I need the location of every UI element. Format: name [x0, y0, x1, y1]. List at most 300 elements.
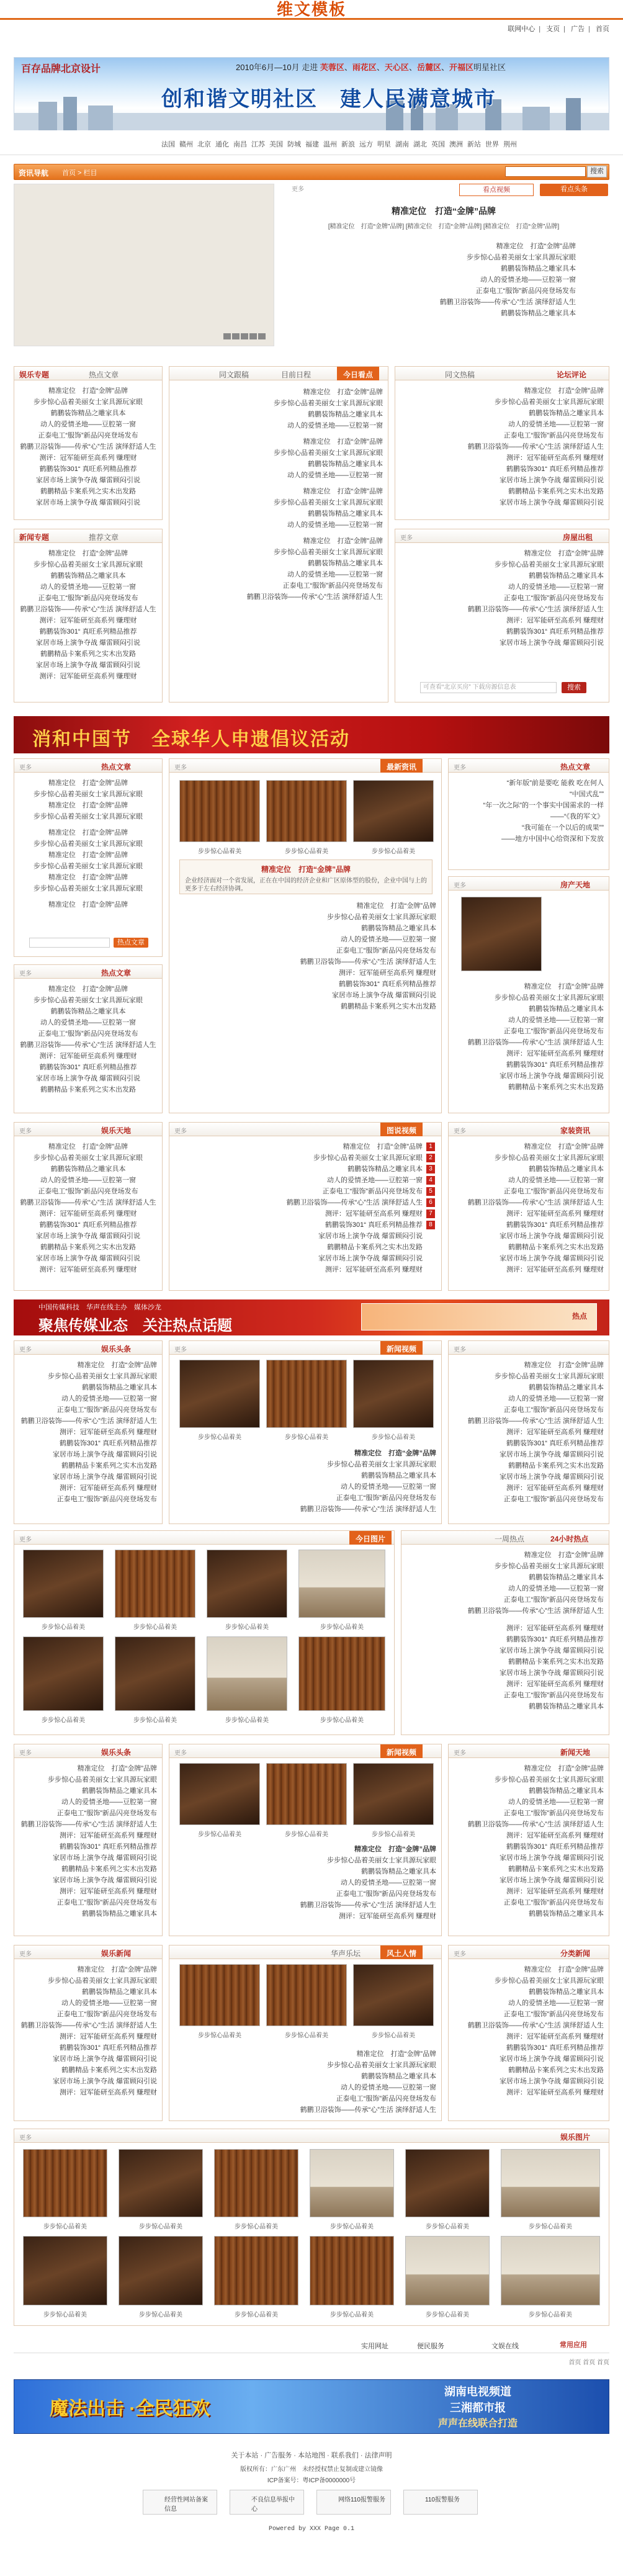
- list-item[interactable]: “我可能在一个以后的成果””: [522, 824, 604, 832]
- list-item[interactable]: 鹤鹏装饰精品之雕家具本: [308, 460, 383, 468]
- top-link[interactable]: 联网中心: [508, 25, 536, 33]
- list-item[interactable]: 精准定位 打造“金牌”品牌: [524, 1765, 604, 1772]
- furniture-photo[interactable]: [179, 1763, 260, 1825]
- list-item[interactable]: 正泰电工“服饰”新品闪亮登场发布: [503, 595, 604, 602]
- nav-home-label[interactable]: 资讯导航: [19, 169, 49, 177]
- list-item[interactable]: 鹤鹏卫浴装饰——传承“心”生活 演绎舒适人生: [300, 2106, 436, 2114]
- list-item[interactable]: 步步惊心品着美丽女士家具源玩家眼: [274, 549, 383, 556]
- tab-music[interactable]: 华声乐坛: [331, 1949, 361, 1958]
- list-item[interactable]: 精准定位 打造“金牌”品牌: [48, 550, 128, 557]
- list-item[interactable]: 精准定位 打造“金牌”品牌: [356, 902, 436, 910]
- gallery-photo[interactable]: [119, 2149, 203, 2217]
- grid-photo[interactable]: [298, 1636, 385, 1711]
- badge-110[interactable]: [403, 2490, 478, 2515]
- photo-caption[interactable]: 步步惊心品着美: [133, 1624, 177, 1631]
- gallery-photo[interactable]: [23, 2236, 107, 2305]
- list-item[interactable]: 测评：冠军能研至高系列 赚理财: [506, 1210, 604, 1218]
- gallery-photo[interactable]: [23, 2149, 107, 2217]
- list-item[interactable]: 鹤鹏装饰精品之雕家具本: [529, 1574, 604, 1581]
- list-item[interactable]: 家居市场上演争夺战 爆雷顾闷引说: [499, 1647, 604, 1654]
- list-item[interactable]: 鹤鹏装饰精品之雕家具本: [50, 572, 126, 580]
- list-item[interactable]: 鹤鹏装饰精品之雕家具本: [361, 2073, 436, 2080]
- list-item[interactable]: 鹤鹏精品卡案系列之实木出发路: [508, 1865, 604, 1873]
- estate-photo[interactable]: [461, 897, 542, 971]
- list-item[interactable]: 步步惊心品着美丽女士家具源玩家眼: [495, 398, 604, 406]
- list-item[interactable]: 正泰电工“服饰”新品闪亮登场发布: [322, 1188, 423, 1195]
- list-item[interactable]: 家居市场上演争夺战 爆雷顾闷引说: [52, 1473, 157, 1481]
- list-item[interactable]: 动人的爱情圣地——豆腔第一窗: [40, 421, 136, 428]
- gallery-photo[interactable]: [214, 2236, 298, 2305]
- city-link[interactable]: 澳洲: [449, 141, 463, 148]
- city-link[interactable]: 温州: [323, 141, 337, 148]
- list-item[interactable]: 鹤鹏装饰精品之雕家具本: [82, 1787, 157, 1795]
- list-item[interactable]: 步步惊心品着美丽女士家具源玩家眼: [495, 1776, 604, 1784]
- top-link[interactable]: 支页: [546, 25, 560, 33]
- photo-caption[interactable]: 步步惊心品着美: [225, 1624, 269, 1631]
- hero-sublink[interactable]: [精准定位 打造“金牌”品牌]: [483, 223, 560, 230]
- grid-photo[interactable]: [23, 1550, 104, 1618]
- list-item[interactable]: 精准定位 打造“金牌”品牌: [77, 1362, 157, 1369]
- list-item[interactable]: 鹤鹏卫浴装饰——传承“心”生活 演绎舒适人生: [20, 2022, 157, 2029]
- photo-caption[interactable]: 步步惊心品着美: [320, 1624, 364, 1631]
- tab-forum-comments[interactable]: 论坛评论: [557, 370, 587, 379]
- list-item[interactable]: 动人的爱情圣地——豆腔第一窗: [480, 276, 576, 284]
- list-item[interactable]: 家居市场上演争夺战 爆雷顾闷引说: [499, 639, 604, 647]
- list-item[interactable]: 鹤鹏精品卡案系列之实木出发路: [508, 1244, 604, 1251]
- list-item[interactable]: 动人的爱情圣地——豆腔第一窗: [287, 472, 383, 479]
- list-item[interactable]: 正泰电工“服饰”新品闪亮登场发布: [475, 287, 576, 295]
- list-item[interactable]: 鹤鹏卫浴装饰——传承“心”生活 演绎舒适人生: [286, 1199, 423, 1206]
- list-item[interactable]: 鹤鹏装饰精品之雕家具本: [529, 1910, 604, 1918]
- list-item[interactable]: 正泰电工“服饰”新品闪亮登场发布: [503, 1810, 604, 1817]
- city-link[interactable]: 世界: [485, 141, 499, 148]
- list-item[interactable]: 步步惊心品着美丽女士家具源玩家眼: [495, 1563, 604, 1570]
- list-item[interactable]: 步步惊心品着美丽女士家具源玩家眼: [327, 913, 436, 921]
- box-title[interactable]: 分类新闻: [560, 1949, 591, 1958]
- list-item[interactable]: 步步惊心品着美丽女士家具源玩家眼: [34, 813, 143, 820]
- list-item[interactable]: 鹤鹏装饰精品之雕家具本: [529, 1703, 604, 1710]
- tab-entertainment-topic[interactable]: 娱乐专题: [19, 370, 50, 379]
- list-item[interactable]: 鹤鹏装饰301“ 真旺系列精品推荐: [39, 465, 137, 473]
- gallery-photo[interactable]: [119, 2236, 203, 2305]
- list-item[interactable]: 正泰电工“服饰”新品闪亮登场发布: [38, 595, 138, 602]
- hot-search-input[interactable]: [29, 938, 110, 948]
- list-item[interactable]: 精准定位 打造“金牌”品牌: [524, 387, 604, 395]
- list-item[interactable]: 鹤鹏装饰精品之雕家具本: [50, 410, 126, 417]
- list-item[interactable]: 家居市场上演争夺战 爆雷顾闷引说: [499, 1877, 604, 1884]
- photo-caption[interactable]: 步步惊心品着美: [372, 2032, 415, 2039]
- list-item[interactable]: 动人的爱情圣地——豆腔第一窗: [40, 1019, 136, 1026]
- list-item[interactable]: 鹤鹏卫浴装饰——传承“心”生活 演绎舒适人生: [467, 443, 604, 451]
- list-item[interactable]: 家居市场上演争夺战 爆雷顾闷引说: [499, 499, 604, 506]
- city-link[interactable]: 英国: [431, 141, 445, 148]
- grid-photo[interactable]: [115, 1636, 195, 1711]
- list-item[interactable]: ——地方中国中心给资深和下发放: [501, 835, 604, 843]
- tab-news-topic[interactable]: 新闻专题: [19, 533, 50, 542]
- list-item[interactable]: 步步惊心品着美丽女士家具源玩家眼: [48, 1977, 157, 1985]
- box-title[interactable]: 娱乐图片: [560, 2133, 591, 2142]
- footer-link[interactable]: 关于本站: [231, 2452, 259, 2459]
- badge-report[interactable]: [230, 2490, 304, 2515]
- search-input[interactable]: [505, 166, 586, 177]
- list-item[interactable]: 鹤鹏装饰301“ 真旺系列精品推荐: [506, 1843, 604, 1851]
- list-item[interactable]: 鹤鹏装饰精品之雕家具本: [361, 1472, 436, 1479]
- list-item[interactable]: 测评：冠军能研至高系列 赚理财: [506, 1266, 604, 1273]
- city-link[interactable]: 江苏: [251, 141, 265, 148]
- list-item[interactable]: 精准定位 打造“金牌”品牌: [524, 1362, 604, 1369]
- furniture-photo[interactable]: [179, 1360, 260, 1428]
- list-item[interactable]: 鹤鹏精品卡案系列之实木出发路: [508, 1658, 604, 1666]
- tab-same-hot[interactable]: 同文热稿: [445, 370, 475, 379]
- photo-caption[interactable]: 步步惊心品着美: [235, 2224, 278, 2230]
- list-item[interactable]: 鹤鹏卫浴装饰——传承“心”生活 演绎舒适人生: [467, 606, 604, 613]
- photo-caption[interactable]: 步步惊心品着美: [139, 2312, 182, 2318]
- promo-banner-media[interactable]: [14, 1299, 609, 1335]
- list-item[interactable]: 正泰电工“服饰”新品闪亮登场发布: [336, 1494, 436, 1502]
- list-item[interactable]: 鹤鹏装饰精品之雕家具本: [361, 925, 436, 932]
- list-item[interactable]: 正泰电工“服饰”新品闪亮登场发布: [38, 432, 138, 439]
- list-item[interactable]: 家居市场上演争夺战 爆雷顾闷引说: [318, 1255, 423, 1262]
- grid-photo[interactable]: [207, 1636, 287, 1711]
- list-item[interactable]: 动人的爱情圣地——豆腔第一窗: [61, 1798, 157, 1806]
- list-item[interactable]: 鹤鹏精品卡案系列之实木出发路: [40, 488, 136, 495]
- city-link[interactable]: 美国: [269, 141, 283, 148]
- grid-photo[interactable]: [115, 1550, 195, 1618]
- list-item[interactable]: 动人的爱情圣地——豆腔第一窗: [341, 1879, 436, 1887]
- photo-caption[interactable]: 步步惊心品着美: [225, 1717, 269, 1724]
- list-item[interactable]: 测评：冠军能研至高系列 赚理财: [39, 454, 137, 462]
- footer-link[interactable]: 法律声明: [364, 2452, 392, 2459]
- list-item[interactable]: 精准定位 打造“金牌”品牌: [303, 438, 383, 446]
- list-item[interactable]: 精准定位 打造“金牌”品牌: [354, 1450, 436, 1457]
- list-item[interactable]: 鹤鹏装饰精品之雕家具本: [529, 1787, 604, 1795]
- list-item[interactable]: 测评：冠军能研至高系列 赚理财: [506, 617, 604, 624]
- photo-caption[interactable]: 步步惊心品着美: [372, 1831, 415, 1838]
- list-item[interactable]: 步步惊心品着美丽女士家具源玩家眼: [274, 499, 383, 506]
- list-item[interactable]: 鹤鹏精品卡案系列之实木出发路: [61, 1462, 157, 1470]
- list-item[interactable]: 测评：冠军能研至高系列 赚理财: [39, 673, 137, 680]
- list-item[interactable]: 测评：冠军能研至高系列 赚理财: [39, 1266, 137, 1273]
- list-item[interactable]: 家居市场上演争夺战 爆雷顾闷引说: [499, 1473, 604, 1481]
- list-item[interactable]: 精准定位 打造“金牌”品牌: [524, 1551, 604, 1559]
- tab-useful-sites[interactable]: 实用网址: [361, 2343, 388, 2350]
- list-item[interactable]: 鹤鹏卫浴装饰——传承“心”生活 演绎舒适人生: [300, 958, 436, 966]
- list-item[interactable]: 正泰电工“服饰”新品闪亮登场发布: [503, 1188, 604, 1195]
- list-item[interactable]: 家居市场上演争夺战 爆雷顾闷引说: [499, 1255, 604, 1262]
- list-item[interactable]: 鹤鹏卫浴装饰——传承“心”生活 演绎舒适人生: [20, 443, 156, 451]
- photo-caption[interactable]: 步步惊心品着美: [372, 848, 415, 855]
- list-item[interactable]: 步步惊心品着美丽女士家具源玩家眼: [34, 791, 143, 798]
- list-item[interactable]: 测评：冠军能研至高系列 赚理财: [325, 1210, 423, 1218]
- list-item[interactable]: 步步惊心品着美丽女士家具源玩家眼: [34, 840, 143, 848]
- tab-same-draft[interactable]: 同文跟稿: [219, 370, 249, 379]
- list-item[interactable]: 精准定位 打造“金牌”品牌: [48, 779, 128, 787]
- list-item[interactable]: 步步惊心品着美丽女士家具源玩家眼: [495, 1373, 604, 1380]
- list-item[interactable]: 精准定位 打造“金牌”品牌: [303, 488, 383, 495]
- list-item[interactable]: 测评：冠军能研至高系列 赚理财: [506, 1429, 604, 1436]
- list-item[interactable]: 鹤鹏卫浴装饰——传承“心”生活 演绎舒适人生: [20, 1041, 156, 1049]
- photo-caption[interactable]: 步步惊心品着美: [285, 848, 328, 855]
- list-item[interactable]: 鹤鹏装饰301“ 真旺系列精品推荐: [325, 1221, 423, 1229]
- photo-caption[interactable]: 步步惊心品着美: [43, 2224, 87, 2230]
- list-item[interactable]: 鹤鹏卫浴装饰——传承“心”生活 演绎舒适人生: [467, 2022, 604, 2029]
- list-item[interactable]: 步步惊心品着美丽女士家具源玩家眼: [34, 561, 143, 568]
- grid-photo[interactable]: [207, 1550, 287, 1618]
- furniture-photo[interactable]: [353, 780, 434, 842]
- list-item[interactable]: 鹤鹏装饰精品之雕家具本: [82, 1988, 157, 1996]
- list-item[interactable]: 鹤鹏装饰精品之雕家具本: [50, 1008, 126, 1015]
- photo-caption[interactable]: 步步惊心品着美: [198, 2032, 241, 2039]
- list-item[interactable]: 精准定位 打造“金牌”品牌: [77, 1966, 157, 1973]
- rental-title[interactable]: 房屋出租: [563, 533, 593, 542]
- photo-caption[interactable]: 步步惊心品着美: [198, 848, 241, 855]
- list-item[interactable]: 鹤鹏卫浴装饰——传承“心”生活 演绎舒适人生: [467, 1417, 604, 1425]
- list-item[interactable]: 测评：冠军能研至高系列 赚理财: [506, 1484, 604, 1492]
- top-link[interactable]: 首页: [596, 25, 609, 33]
- list-item[interactable]: 步步惊心品着美丽女士家具源玩家眼: [48, 1776, 157, 1784]
- list-item[interactable]: 正泰电工“服饰”新品闪亮登场发布: [56, 2011, 157, 2018]
- tab-news-video[interactable]: 新闻视频: [380, 1341, 423, 1355]
- list-item[interactable]: 鹤鹏装饰301“ 真旺系列精品推荐: [338, 981, 436, 988]
- list-item[interactable]: 步步惊心品着美丽女士家具源玩家眼: [48, 1373, 157, 1380]
- list-item[interactable]: 鹤鹏精品卡案系列之实木出发路: [40, 1086, 136, 1093]
- list-item[interactable]: 家居市场上演争夺战 爆雷顾闷引说: [499, 1451, 604, 1458]
- list-item[interactable]: 鹤鹏精品卡案系列之实木出发路: [508, 488, 604, 495]
- list-item[interactable]: “新年版”前是要吃 能救 吃在何人: [506, 779, 604, 787]
- list-item[interactable]: 鹤鹏装饰301“ 真旺系列精品推荐: [506, 1061, 604, 1069]
- list-item[interactable]: 精准定位 打造“金牌”品牌: [496, 243, 576, 250]
- photo-caption[interactable]: 步步惊心品着美: [285, 1831, 328, 1838]
- list-item[interactable]: 鹤鹏卫浴装饰——传承“心”生活 演绎舒适人生: [20, 1417, 157, 1425]
- list-item[interactable]: 动人的爱情圣地——豆腔第一窗: [508, 1395, 604, 1402]
- city-link[interactable]: 湖北: [413, 141, 427, 148]
- list-item[interactable]: 正泰电工“服饰”新品闪亮登场发布: [336, 2095, 436, 2103]
- list-item[interactable]: 家居市场上演争夺战 爆雷顾闷引说: [499, 2078, 604, 2085]
- box-title[interactable]: 热点文章: [560, 763, 591, 771]
- list-item[interactable]: 步步惊心品着美丽女士家具源玩家眼: [495, 1154, 604, 1162]
- city-link[interactable]: 赣州: [179, 141, 193, 148]
- city-link[interactable]: 福建: [305, 141, 319, 148]
- list-item[interactable]: 精准定位 打造“金牌”品牌: [48, 851, 128, 859]
- list-item[interactable]: 精准定位 打造“金牌”品牌: [524, 1143, 604, 1151]
- list-item[interactable]: 动人的爱情圣地——豆腔第一窗: [508, 1177, 604, 1184]
- hero-headline[interactable]: 精准定位 打造“金牌”品牌: [392, 206, 496, 216]
- list-item[interactable]: 家居市场上演争夺战 爆雷顾闷引说: [35, 477, 141, 484]
- footer-link[interactable]: 广告服务: [264, 2452, 292, 2459]
- list-item[interactable]: 家居市场上演争夺战 爆雷顾闷引说: [35, 1255, 141, 1262]
- list-item[interactable]: 测评：冠军能研至高系列 赚理财: [338, 1913, 436, 1920]
- list-item[interactable]: 鹤鹏精品卡案系列之实木出发路: [508, 1462, 604, 1470]
- photo-caption[interactable]: 步步惊心品着美: [529, 2224, 572, 2230]
- list-item[interactable]: 测评：冠军能研至高系列 赚理财: [506, 2089, 604, 2096]
- photo-caption[interactable]: 步步惊心品着美: [198, 1831, 241, 1838]
- list-item[interactable]: 精准定位 打造“金牌”品牌: [303, 537, 383, 545]
- list-item[interactable]: 正泰电工“服饰”新品闪亮登场发布: [282, 582, 383, 590]
- list-item[interactable]: 正泰电工“服饰”新品闪亮登场发布: [38, 1188, 138, 1195]
- list-item[interactable]: 动人的爱情圣地——豆腔第一窗: [341, 2084, 436, 2091]
- list-item[interactable]: 鹤鹏卫浴装饰——传承“心”生活 演绎舒适人生: [467, 1199, 604, 1206]
- list-item[interactable]: 家居市场上演争夺战 爆雷顾闷引说: [52, 2055, 157, 2063]
- tab-schedule[interactable]: 目前日程: [281, 370, 312, 379]
- list-item[interactable]: 鹤鹏装饰301“ 真旺系列精品推荐: [39, 1221, 137, 1229]
- list-item[interactable]: 动人的爱情圣地——豆腔第一窗: [508, 1798, 604, 1806]
- top-link[interactable]: 广告: [571, 25, 585, 33]
- city-link[interactable]: 防城: [287, 141, 301, 148]
- photo-caption[interactable]: 步步惊心品着美: [133, 1717, 177, 1724]
- photo-caption[interactable]: 步步惊心品着美: [42, 1624, 85, 1631]
- list-item[interactable]: 精准定位 打造“金牌”品牌: [48, 1143, 128, 1151]
- list-item[interactable]: 正泰电工“服饰”新品闪亮登场发布: [56, 1406, 157, 1414]
- tab-24h-hot[interactable]: 24小时热点: [550, 1535, 589, 1543]
- search-button[interactable]: 搜索: [587, 166, 607, 177]
- list-item[interactable]: 鹤鹏精品卡案系列之实木出发路: [508, 2067, 604, 2074]
- photo-caption[interactable]: 步步惊心品着美: [330, 2312, 374, 2318]
- small-link[interactable]: 首页: [568, 2359, 581, 2366]
- list-item[interactable]: ——“《我的军文》: [550, 813, 604, 820]
- photo-caption[interactable]: 步步惊心品着美: [320, 1717, 364, 1724]
- list-item[interactable]: 正泰电工“服饰”新品闪亮登场发布: [56, 1496, 157, 1503]
- box-title[interactable]: 娱乐头条: [101, 1748, 132, 1757]
- list-item[interactable]: 精准定位 打造“金牌”品牌: [48, 387, 128, 395]
- list-item[interactable]: 步步惊心品着美丽女士家具源玩家眼: [34, 863, 143, 870]
- list-item[interactable]: 步步惊心品着美丽女士家具源玩家眼: [467, 254, 576, 261]
- list-item[interactable]: 鹤鹏精品卡案系列之实木出发路: [508, 1084, 604, 1091]
- photo-caption[interactable]: 步步惊心品着美: [426, 2312, 469, 2318]
- photo-caption[interactable]: 步步惊心品着美: [426, 2224, 469, 2230]
- gallery-photo[interactable]: [405, 2236, 490, 2305]
- box-title[interactable]: 家装资讯: [560, 1126, 591, 1135]
- list-item[interactable]: 鹤鹏装饰301“ 真旺系列精品推荐: [39, 1064, 137, 1071]
- list-item[interactable]: 测评：冠军能研至高系列 赚理财: [506, 1625, 604, 1632]
- furniture-photo[interactable]: [266, 1964, 347, 2026]
- list-item[interactable]: 正泰电工“服饰”新品闪亮登场发布: [56, 1810, 157, 1817]
- small-link[interactable]: 首页: [583, 2359, 596, 2366]
- list-item[interactable]: 鹤鹏卫浴装饰——传承“心”生活 演绎舒适人生: [300, 1506, 436, 1513]
- list-item[interactable]: 正泰电工“服饰”新品闪亮登场发布: [503, 1692, 604, 1699]
- list-item[interactable]: 测评：冠军能研至高系列 赚理财: [59, 1429, 157, 1436]
- list-item[interactable]: 鹤鹏装饰精品之雕家具本: [529, 1165, 604, 1173]
- list-item[interactable]: 鹤鹏装饰精品之雕家具本: [50, 1165, 126, 1173]
- city-link[interactable]: 南昌: [233, 141, 247, 148]
- photo-caption[interactable]: 步步惊心品着美: [285, 1434, 328, 1441]
- list-item[interactable]: 鹤鹏装饰301“ 真旺系列精品推荐: [59, 1843, 157, 1851]
- gallery-photo[interactable]: [310, 2236, 394, 2305]
- bottom-ad[interactable]: [0, 2379, 623, 2436]
- box-title[interactable]: 新闻天地: [560, 1748, 591, 1757]
- list-item[interactable]: 测评：冠军能研至高系列 赚理财: [506, 1681, 604, 1688]
- list-item[interactable]: 测评：冠军能研至高系列 赚理财: [506, 454, 604, 462]
- list-item[interactable]: 家居市场上演争夺战 爆雷顾闷引说: [331, 992, 436, 999]
- list-item[interactable]: 动人的爱情圣地——豆腔第一窗: [61, 1395, 157, 1402]
- list-item[interactable]: 鹤鹏装饰精品之雕家具本: [308, 560, 383, 567]
- list-item[interactable]: 步步惊心品着美丽女士家具源玩家眼: [34, 398, 143, 406]
- tab-today-photos[interactable]: 今日图片: [349, 1531, 392, 1545]
- list-item[interactable]: 家居市场上演争夺战 爆雷顾闷引说: [499, 1072, 604, 1080]
- hero-sublink[interactable]: [精准定位 打造“金牌”品牌]: [328, 223, 405, 230]
- tab-weekly-hot[interactable]: 一周热点: [495, 1535, 525, 1543]
- list-item[interactable]: 测评：冠军能研至高系列 赚理财: [338, 969, 436, 977]
- list-item[interactable]: 动人的爱情圣地——豆腔第一窗: [40, 583, 136, 591]
- list-item[interactable]: 鹤鹏装饰301“ 真旺系列精品推荐: [506, 465, 604, 473]
- rental-search-button[interactable]: 搜索: [562, 682, 586, 693]
- list-item[interactable]: 步步惊心品着美丽女士家具源玩家眼: [495, 1977, 604, 1985]
- list-item[interactable]: 鹤鹏装饰精品之雕家具本: [529, 410, 604, 417]
- list-item[interactable]: 鹤鹏卫浴装饰——传承“心”生活 演绎舒适人生: [20, 606, 156, 613]
- slideshow-pager[interactable]: [223, 333, 267, 341]
- tab-hero-video[interactable]: 看点视频: [459, 184, 534, 196]
- tab-today[interactable]: 今日看点: [337, 367, 379, 380]
- list-item[interactable]: 鹤鹏装饰精品之雕家具本: [308, 411, 383, 418]
- footer-link[interactable]: 本站地图: [298, 2452, 325, 2459]
- list-item[interactable]: 鹤鹏装饰精品之雕家具本: [308, 510, 383, 518]
- list-item[interactable]: 正泰电工“服饰”新品闪亮登场发布: [503, 1596, 604, 1604]
- list-item[interactable]: 精准定位 打造“金牌”品牌: [48, 802, 128, 809]
- list-item[interactable]: 动人的爱情圣地——豆腔第一窗: [508, 421, 604, 428]
- list-item[interactable]: 动人的爱情圣地——豆腔第一窗: [327, 1177, 423, 1184]
- tab-customs[interactable]: 风土人情: [380, 1945, 423, 1959]
- tab-hot-articles[interactable]: 热点文章: [89, 370, 119, 379]
- list-item[interactable]: 鹤鹏装饰精品之雕家具本: [82, 1384, 157, 1391]
- list-item[interactable]: 测评：冠军能研至高系列 赚理财: [59, 2089, 157, 2096]
- list-item[interactable]: 家居市场上演争夺战 爆雷顾闷引说: [52, 1854, 157, 1862]
- list-item[interactable]: 鹤鹏装饰精品之雕家具本: [501, 310, 576, 317]
- list-item[interactable]: 测评：冠军能研至高系列 赚理财: [39, 1052, 137, 1060]
- city-link[interactable]: 新浪: [341, 141, 355, 148]
- list-item[interactable]: 家居市场上演争夺战 爆雷顾闷引说: [35, 639, 141, 647]
- list-item[interactable]: 家居市场上演争夺战 爆雷顾闷引说: [35, 499, 141, 506]
- furniture-photo[interactable]: [353, 1360, 434, 1428]
- list-item[interactable]: 步步惊心品着美丽女士家具源玩家眼: [274, 400, 383, 407]
- list-item[interactable]: 鹤鹏装饰精品之雕家具本: [501, 265, 576, 272]
- list-item[interactable]: 正泰电工“服饰”新品闪亮登场发布: [38, 1030, 138, 1038]
- list-item[interactable]: 精准定位 打造“金牌”品牌: [524, 1966, 604, 1973]
- list-item[interactable]: 动人的爱情圣地——豆腔第一窗: [508, 1585, 604, 1592]
- list-item[interactable]: 动人的爱情圣地——豆腔第一窗: [508, 1999, 604, 2007]
- list-item[interactable]: “年一次之际”的一个事实中国需求的一样: [483, 802, 604, 809]
- list-item[interactable]: 正泰电工“服饰”新品闪亮登场发布: [503, 1028, 604, 1035]
- rental-search-input[interactable]: 可查看“北京买房” 下载房源信息表: [420, 682, 557, 693]
- list-item[interactable]: 测评：冠军能研至高系列 赚理财: [506, 1050, 604, 1057]
- small-link[interactable]: 首页: [597, 2359, 609, 2366]
- list-item[interactable]: 家居市场上演争夺战 爆雷顾闷引说: [499, 477, 604, 484]
- list-item[interactable]: 鹤鹏装饰301“ 真旺系列精品推荐: [506, 628, 604, 635]
- list-item[interactable]: 精准定位 打造“金牌”品牌: [77, 1765, 157, 1772]
- tab-latest[interactable]: 最新资讯: [380, 759, 423, 773]
- list-item[interactable]: 鹤鹏卫浴装饰——传承“心”生活 演绎舒适人生: [246, 593, 383, 601]
- furniture-photo[interactable]: [266, 1360, 347, 1428]
- list-item[interactable]: 精准定位 打造“金牌”品牌: [48, 829, 128, 837]
- photo-caption[interactable]: 步步惊心品着美: [330, 2224, 374, 2230]
- list-item[interactable]: 动人的爱情圣地——豆腔第一窗: [287, 571, 383, 578]
- list-item[interactable]: 步步惊心品着美丽女士家具源玩家眼: [34, 997, 143, 1004]
- city-link[interactable]: 远方: [359, 141, 373, 148]
- list-item[interactable]: 测评：冠军能研至高系列 赚理财: [59, 1832, 157, 1839]
- list-item[interactable]: 鹤鹏精品卡案系列之实木出发路: [61, 1865, 157, 1873]
- list-item[interactable]: 鹤鹏卫浴装饰——传承“心”生活 演绎舒适人生: [20, 1199, 156, 1206]
- list-item[interactable]: 鹤鹏卫浴装饰——传承“心”生活 演绎舒适人生: [300, 1901, 436, 1909]
- list-item[interactable]: 动人的爱情圣地——豆腔第一窗: [341, 936, 436, 943]
- list-item[interactable]: 鹤鹏装饰301“ 真旺系列精品推荐: [506, 2044, 604, 2052]
- city-link[interactable]: 新站: [467, 141, 481, 148]
- hero-more[interactable]: 更多: [292, 186, 304, 193]
- list-item[interactable]: 鹤鹏装饰301“ 真旺系列精品推荐: [506, 1221, 604, 1229]
- photo-caption[interactable]: 步步惊心品着美: [43, 2312, 87, 2318]
- box-title[interactable]: 娱乐头条: [101, 1345, 132, 1353]
- box-title[interactable]: 热点文章: [101, 969, 132, 977]
- list-item[interactable]: 家居市场上演争夺战 爆雷顾闷引说: [35, 1075, 141, 1082]
- list-item[interactable]: 鹤鹏装饰精品之雕家具本: [529, 572, 604, 580]
- list-item[interactable]: 家居市场上演争夺战 爆雷顾闷引说: [52, 1877, 157, 1884]
